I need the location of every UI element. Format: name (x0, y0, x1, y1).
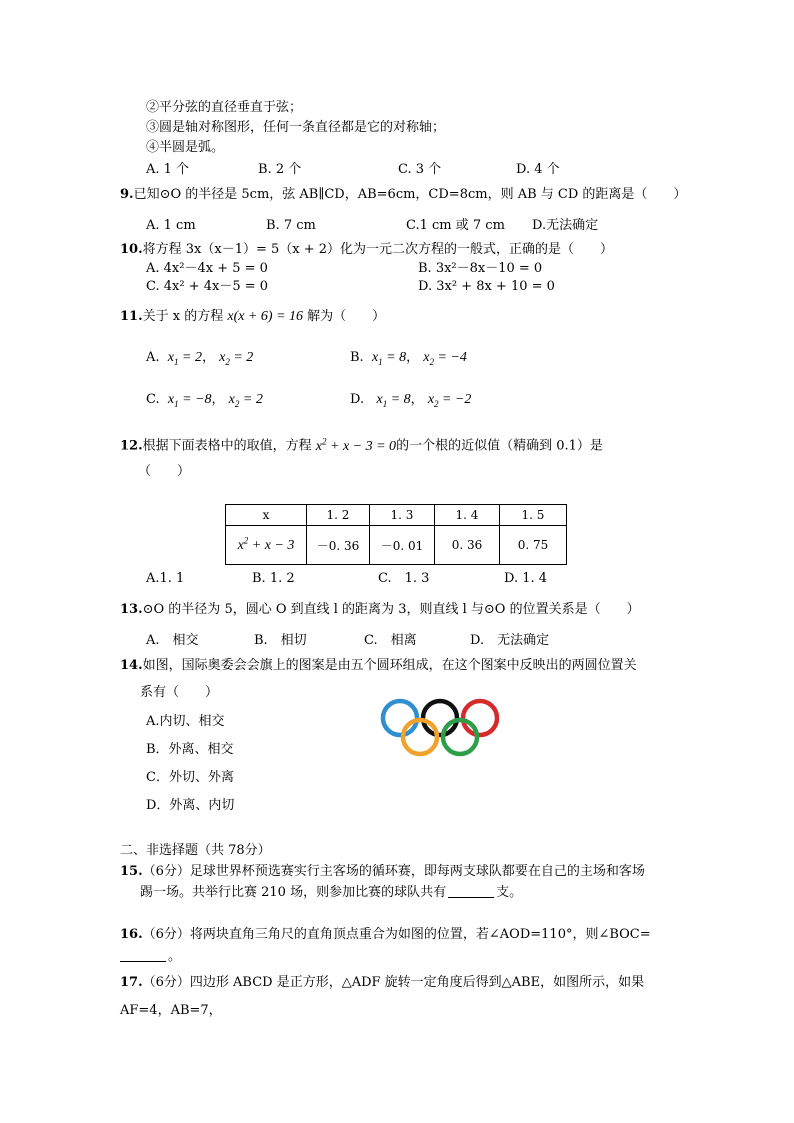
question-number: 11. (120, 309, 143, 324)
option-c: C. 4x² + 4x－5 = 0 (146, 279, 269, 294)
table-cell: －0. 01 (370, 526, 435, 565)
option-c: C. 1. 3 (378, 571, 430, 586)
question-text: （6分）足球世界杯预选赛实行主客场的循环赛，即每两支球队都要在自己的主场和客场 (142, 864, 645, 879)
value-table (225, 504, 567, 565)
option-d: D. 4 个 (516, 162, 560, 177)
question-number: 12. (120, 438, 143, 454)
root-x2: −4 (450, 350, 467, 365)
question-9 (120, 188, 686, 203)
question-text-line2: 踢一场。共举行比赛 210 场，则参加比赛的球队共有 支。 (140, 885, 523, 900)
root-x1: 2 (194, 350, 202, 365)
root-x2: 2 (255, 392, 263, 407)
question-text: 关于 x 的方程 (142, 309, 224, 324)
table-cell: 1. 2 (307, 505, 370, 526)
question-number: 13. (120, 602, 143, 617)
olympic-ring (463, 701, 497, 735)
table-cell: x (226, 505, 307, 526)
option-label: D. (350, 392, 365, 407)
root-x1: −8 (195, 392, 212, 407)
equation: x(x + 6) = 16 (227, 309, 304, 324)
question-number: 17. (120, 975, 143, 990)
option-c: C. 3 个 (398, 162, 442, 177)
question-text-tail: 的一个根的近似值（精确到 0.1）是 (396, 438, 603, 454)
question-text: 将方程 3x（x－1）= 5（x + 2）化为一元二次方程的一般式，正确的是（ ） (142, 242, 614, 257)
option-b: B. 7 cm (266, 218, 316, 233)
root-x1: 8 (399, 350, 407, 365)
section-title: 二、非选择题（共 78分） (120, 843, 271, 858)
question-17 (120, 976, 644, 991)
question-text-line2: 。 (118, 950, 181, 965)
option-a: A. 1 cm (146, 218, 196, 233)
option-a: A.1. 1 (146, 571, 185, 586)
option-a: A. 相交 (146, 633, 199, 648)
question-text: ⊙O 的半径为 5，圆心 O 到直线 l 的距离为 3，则直线 l 与⊙O 的位置关系是（ ） (142, 602, 640, 617)
option-b: B. 相切 (254, 633, 307, 648)
root-x2: 2 (246, 350, 254, 365)
statement-2: ②平分弦的直径垂直于弦； (146, 100, 303, 115)
question-12 (120, 436, 603, 455)
table-cell: －0. 36 (307, 526, 370, 565)
table-row (226, 505, 567, 526)
option-c: C. $x_1 = -8$， $x_2 = 2$ (146, 392, 263, 409)
root-x1: 8 (403, 392, 411, 407)
question-16 (120, 928, 651, 943)
question-text: （6分）四边形 ABCD 是正方形，△ADF 旋转一定角度后得到△ABE，如图所示，如果 (142, 975, 645, 990)
option-label: A. (146, 350, 160, 365)
table-cell: 0. 75 (500, 526, 567, 565)
option-a: A. 1 个 (146, 162, 190, 177)
answer-blank[interactable] (448, 896, 494, 898)
option-d: D. 3x² + 8x + 10 = 0 (418, 279, 555, 294)
option-d: D．外离、内切 (146, 798, 235, 813)
option-label: B. (350, 350, 364, 365)
question-number: 9. (120, 187, 134, 202)
question-text: 根据下面表格中的取值，方程 (142, 438, 312, 454)
table-cell: $x^2 + x - 3$ (226, 526, 307, 565)
option-a: A.内切、相交 (146, 714, 225, 729)
question-10 (120, 243, 613, 258)
statement-3: ③圆是轴对称图形，任何一条直径都是它的对称轴； (146, 120, 446, 135)
table-row (226, 526, 567, 565)
option-b: B. 3x²－8x－10 = 0 (418, 261, 543, 276)
table-cell: 1. 3 (370, 505, 435, 526)
option-d: D.无法确定 (532, 218, 599, 233)
olympic-rings-figure (378, 696, 506, 762)
question-text-line2: AF=4，AB=7， (120, 1003, 222, 1018)
option-a: A. 4x²－4x + 5 = 0 (146, 261, 268, 276)
equation: $x^2 + x - 3 = 0$ (315, 436, 397, 454)
option-b: B. 2 个 (258, 162, 302, 177)
question-number: 16. (120, 927, 143, 942)
question-text: 如图，国际奥委会会旗上的图案是由五个圆环组成，在这个图案中反映出的两圆位置关 (142, 658, 637, 673)
question-13 (120, 603, 640, 618)
option-d: D. $x_1 = 8$， $x_2 = -2$ (350, 392, 472, 409)
olympic-ring (383, 701, 417, 735)
option-c: C.1 cm 或 7 cm (406, 218, 505, 233)
question-number: 15. (120, 864, 143, 879)
olympic-ring (423, 701, 457, 735)
answer-paren: （ ） (138, 464, 191, 479)
question-text-tail: 解为（ ） (307, 309, 386, 324)
answer-blank[interactable] (120, 960, 166, 962)
question-14 (120, 659, 637, 674)
root-x2: −2 (454, 392, 472, 407)
statement-4: ④半圆是弧。 (146, 140, 225, 155)
option-c: C．外切、外离 (146, 770, 234, 785)
table-cell: 1. 4 (435, 505, 500, 526)
olympic-ring (443, 720, 477, 754)
question-text: （6分）将两块直角三角尺的直角顶点重合为如图的位置，若∠AOD=110°，则∠BOC= (142, 927, 651, 942)
option-b: B．外离、相交 (146, 742, 234, 757)
option-b: B. 1. 2 (252, 571, 295, 586)
question-number: 14. (120, 658, 143, 673)
question-11 (120, 309, 385, 325)
option-d: D. 1. 4 (504, 571, 548, 586)
olympic-ring (403, 720, 437, 754)
question-number: 10. (120, 242, 143, 257)
question-15 (120, 865, 645, 880)
question-text-line2: 系有（ ） (140, 685, 219, 700)
table-cell: 0. 36 (435, 526, 500, 565)
table-cell: 1. 5 (500, 505, 567, 526)
option-b: B. $x_1 = 8$， $x_2 = -4$ (350, 350, 467, 367)
option-d: D. 无法确定 (470, 633, 550, 648)
option-label: C. (146, 392, 160, 407)
question-text: 已知⊙O 的半径是 5cm，弦 AB∥CD，AB=6cm，CD=8cm，则 AB 与 CD 的距离是（ ） (133, 187, 687, 202)
option-c: C. 相离 (364, 633, 417, 648)
option-a: A. $x_1 = 2$， $x_2 = 2$ (146, 350, 254, 367)
